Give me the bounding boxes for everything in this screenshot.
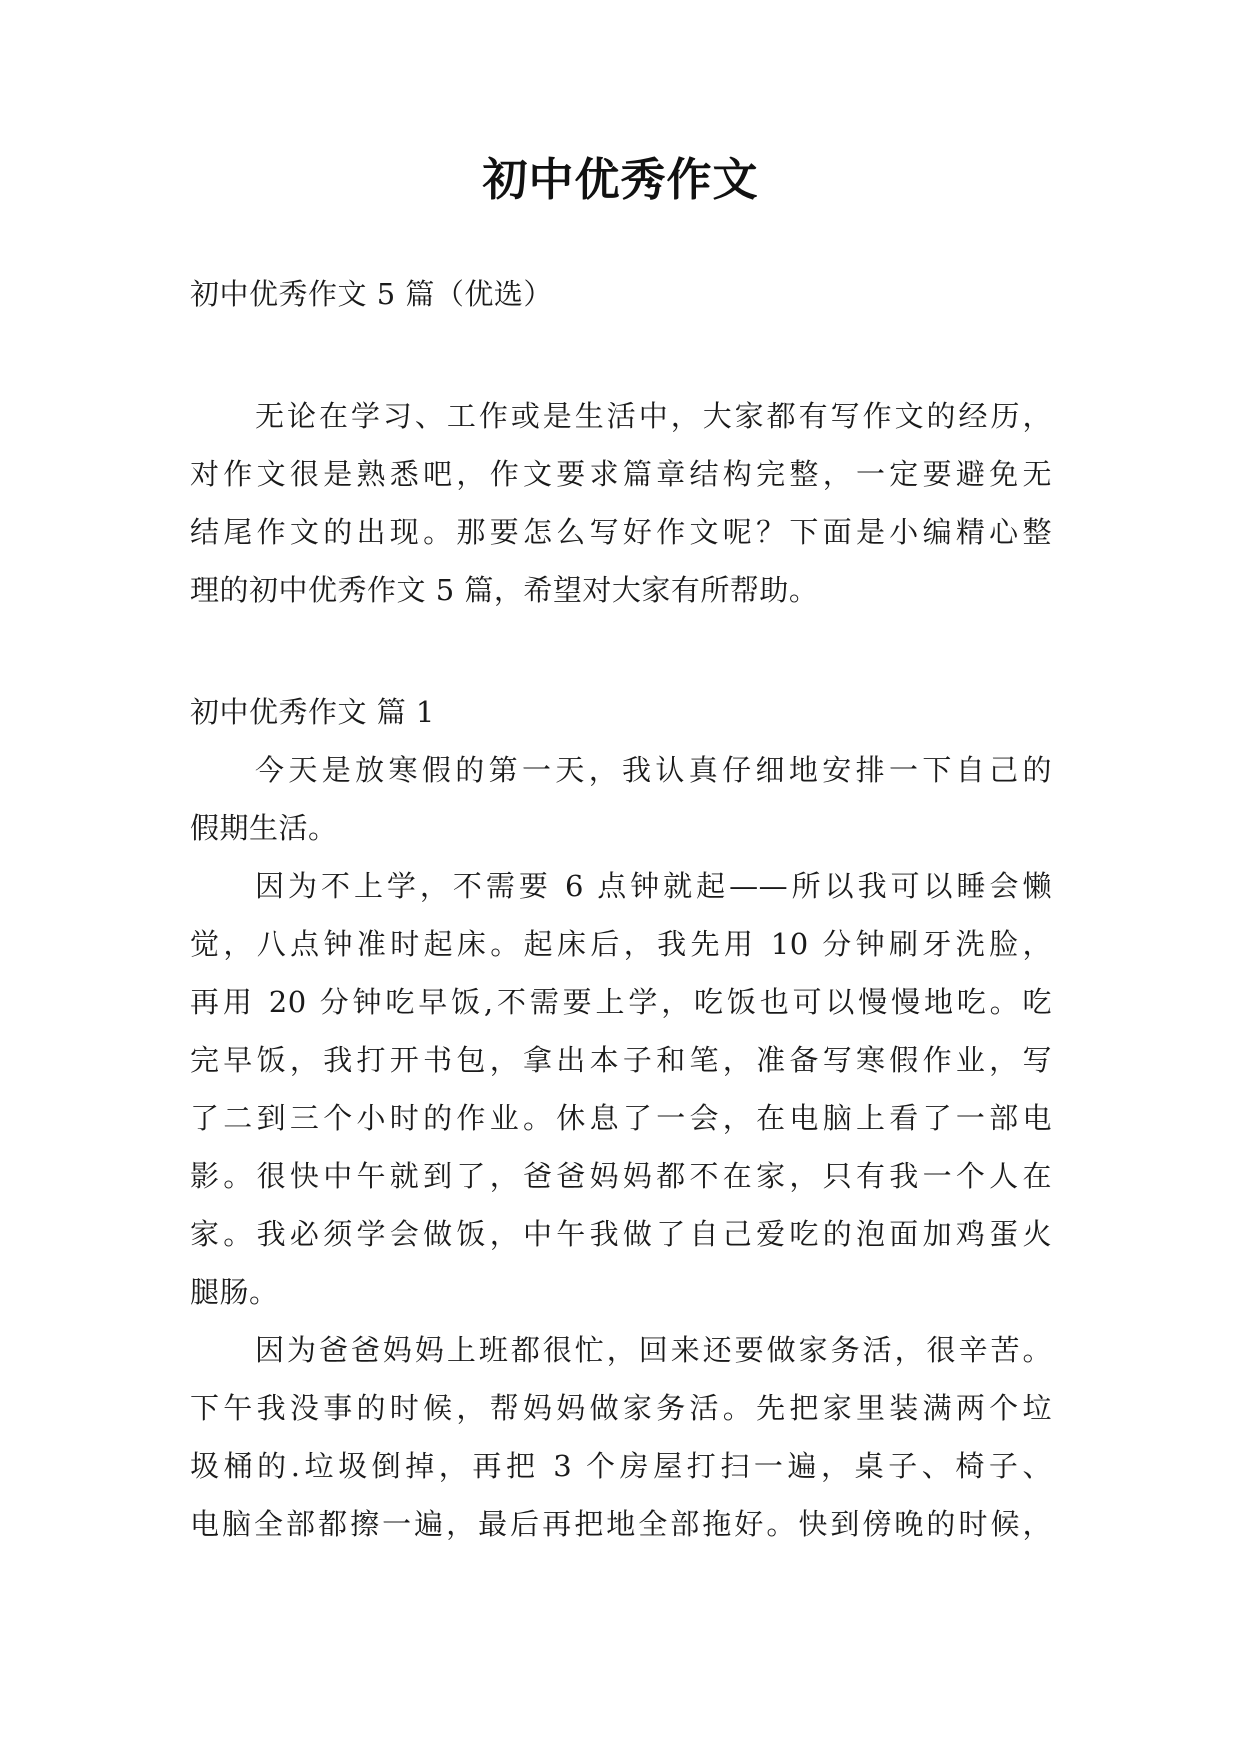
paragraph-line: 假期生活。	[190, 811, 338, 845]
document-subtitle: 初中优秀作文 5 篇（优选）	[190, 277, 553, 311]
paragraph-line: 因为爸爸妈妈上班都很忙，回来还要做家务活，很辛苦。	[255, 1333, 1052, 1367]
paragraph-line: 家。我必须学会做饭，中午我做了自己爱吃的泡面加鸡蛋火	[190, 1217, 1052, 1251]
paragraph-line: 电脑全部都擦一遍，最后再把地全部拖好。快到傍晚的时候，	[190, 1507, 1052, 1541]
paragraph-line: 影。很快中午就到了，爸爸妈妈都不在家，只有我一个人在	[190, 1159, 1052, 1193]
paragraph-line: 今天是放寒假的第一天，我认真仔细地安排一下自己的	[255, 753, 1052, 787]
paragraph-line: 下午我没事的时候，帮妈妈做家务活。先把家里装满两个垃	[190, 1391, 1052, 1425]
paragraph-line: 完早饭，我打开书包，拿出本子和笔，准备写寒假作业，写	[190, 1043, 1052, 1077]
paragraph-line: 腿肠。	[190, 1275, 279, 1309]
intro-line: 结尾作文的出现。那要怎么写好作文呢？下面是小编精心整	[190, 515, 1052, 549]
paragraph-line: 觉，八点钟准时起床。起床后，我先用 10 分钟刷牙洗脸，	[190, 927, 1052, 961]
paragraph-line: 了二到三个小时的作业。休息了一会，在电脑上看了一部电	[190, 1101, 1052, 1135]
intro-line: 对作文很是熟悉吧，作文要求篇章结构完整，一定要避免无	[190, 457, 1052, 491]
document-title: 初中优秀作文	[482, 153, 759, 206]
paragraph-line: 圾桶的.垃圾倒掉，再把 3 个房屋打扫一遍，桌子、椅子、	[190, 1449, 1052, 1483]
section-heading: 初中优秀作文 篇 1	[190, 695, 435, 729]
paragraph-line: 因为不上学，不需要 6 点钟就起——所以我可以睡会懒	[255, 869, 1052, 903]
intro-line: 理的初中优秀作文 5 篇，希望对大家有所帮助。	[190, 573, 819, 607]
intro-line: 无论在学习、工作或是生活中，大家都有写作文的经历，	[255, 399, 1052, 433]
paragraph-line: 再用 20 分钟吃早饭,不需要上学，吃饭也可以慢慢地吃。吃	[190, 985, 1052, 1019]
